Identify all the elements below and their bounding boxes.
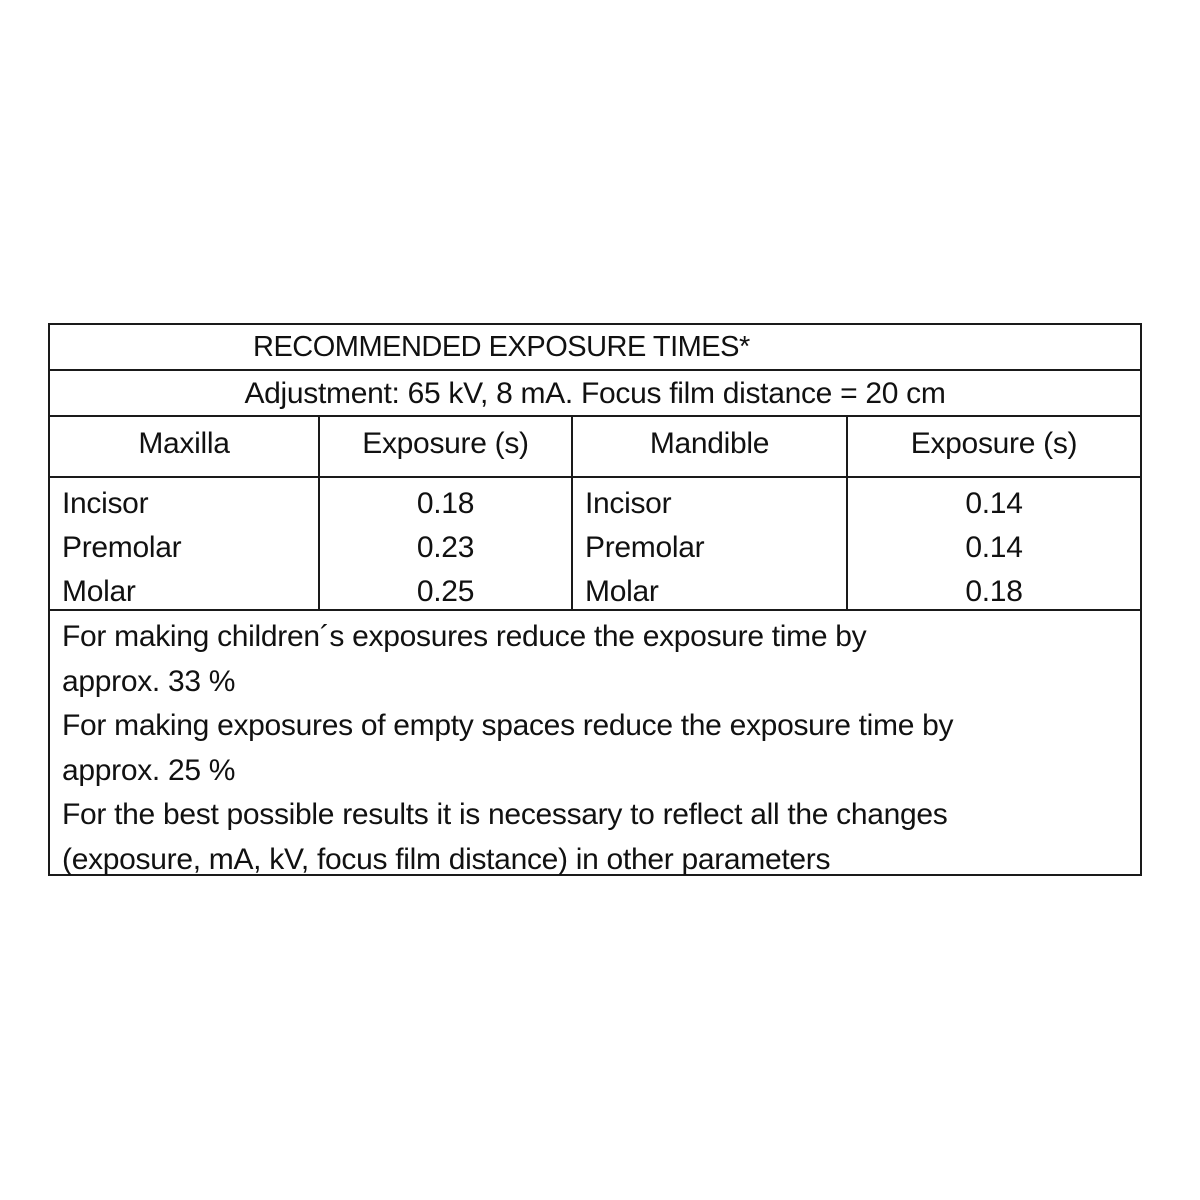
column-header-row: [50, 417, 1140, 478]
adjustment-text: Adjustment: 65 kV, 8 mA. Focus film distance = 20 cm: [244, 377, 946, 410]
mandible-teeth-column: [573, 478, 848, 609]
notes-section: [50, 611, 1140, 876]
mandible-exposure-column: [848, 478, 1140, 609]
maxilla-exposure-column: [320, 478, 573, 609]
maxilla-tooth-molar: Molar: [62, 575, 136, 608]
maxilla-exposure-molar: 0.25: [416, 575, 475, 608]
mandible-tooth-premolar: Premolar: [585, 531, 705, 564]
table-title: RECOMMENDED EXPOSURE TIMES*: [253, 331, 750, 363]
adjustment-row: [50, 371, 1140, 417]
header-mandible: Mandible: [573, 417, 848, 476]
exposure-times-table: [48, 323, 1142, 876]
mandible-tooth-incisor: Incisor: [585, 487, 672, 520]
mandible-tooth-molar: Molar: [585, 575, 659, 608]
note-empty-spaces-line-2: approx. 25 %: [62, 753, 236, 787]
maxilla-teeth-column: [50, 478, 320, 609]
maxilla-tooth-premolar: Premolar: [62, 531, 182, 564]
data-rows: [50, 478, 1140, 611]
note-best-results-line-1: For the best possible results it is necessary to reflect all the changes: [62, 798, 948, 831]
maxilla-exposure-incisor: 0.18: [416, 487, 475, 520]
mandible-exposure-molar: 0.18: [965, 575, 1023, 608]
header-maxilla-exposure: Exposure (s): [320, 417, 573, 476]
mandible-exposure-incisor: 0.14: [965, 487, 1023, 520]
mandible-exposure-premolar: 0.14: [965, 531, 1023, 564]
note-children-line-2: approx. 33 %: [62, 664, 236, 698]
note-best-results-line-2: (exposure, mA, kV, focus film distance) in other parameters: [62, 842, 831, 876]
note-children-line-1: For making children´s exposures reduce the exposure time by: [62, 620, 867, 653]
header-mandible-exposure: Exposure (s): [910, 427, 1078, 460]
table-title-row: [50, 325, 1140, 371]
header-maxilla: Maxilla: [50, 417, 320, 476]
note-empty-spaces-line-1: For making exposures of empty spaces reduce the exposure time by: [62, 709, 954, 742]
maxilla-exposure-premolar: 0.23: [416, 531, 475, 564]
maxilla-tooth-incisor: Incisor: [62, 487, 149, 520]
